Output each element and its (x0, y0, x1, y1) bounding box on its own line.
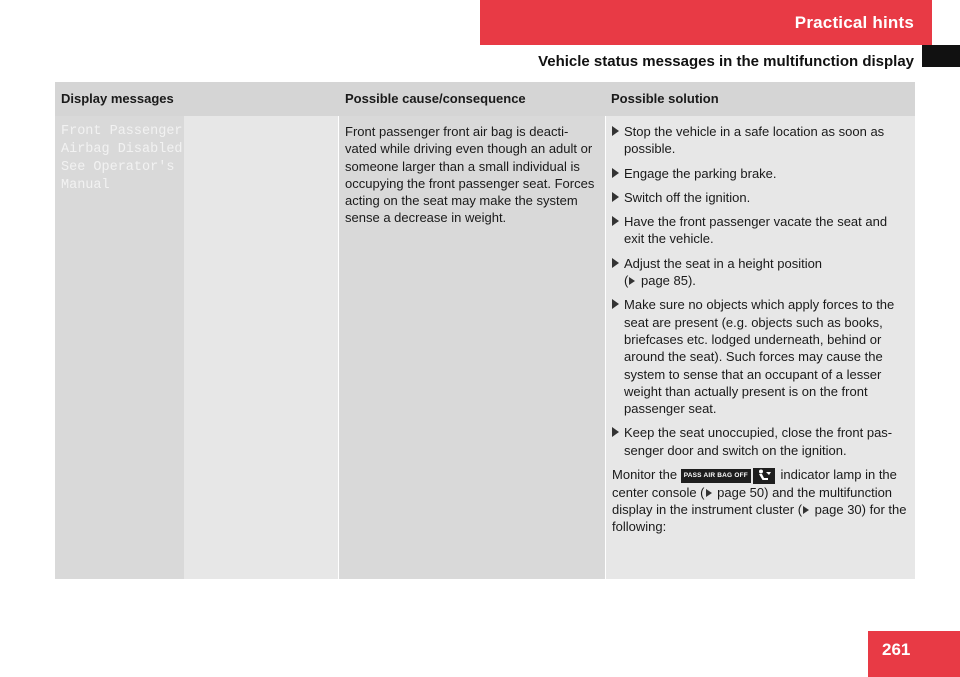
page-subtitle: Vehicle status messages in the multifunction display (538, 53, 914, 70)
header-accent-block (922, 45, 960, 67)
status-message-table (55, 82, 915, 579)
section-title: Practical hints (794, 13, 914, 32)
step-arrow-icon (612, 299, 619, 309)
solution-cell (605, 116, 915, 579)
table-header-row (55, 82, 915, 116)
page-ref-link[interactable]: page 85). (640, 273, 696, 289)
solution-step: Adjust the seat in a height position ( page 85). (612, 255, 909, 290)
solution-step: Make sure no objects which apply forces to the seat are present (e.g. objects such as books, briefcases etc. lodged underneath, behind or around the seat). Such forces may cause the system to sense that an occupant of a lesser weight than actually present is on the front passenger seat. (612, 296, 909, 417)
monitor-note: Monitor the PASS AIR BAG OFF indicator lamp in the center console ( page 50) and the multifunction display in the instrument cluster ( page 30) for the following: (612, 467, 907, 535)
page-ref-link[interactable]: page 50) and the multifunction display in the instrument cluster ( (612, 484, 893, 517)
step-arrow-icon (612, 427, 619, 437)
pass-air-bag-off-badge: PASS AIR BAG OFF (681, 469, 751, 483)
page-ref-link[interactable]: page 30) for the following: (612, 501, 907, 535)
step-arrow-icon (612, 258, 619, 268)
display-message-spacer-cell (184, 116, 338, 579)
solution-step: Keep the seat unoccupied, close the front pas-senger door and switch on the ignition. (612, 424, 909, 459)
cause-text: Front passenger front air bag is deacti-vated while driving even though an adult or someone larger than a small individual is occupying the front passenger seat. Forces acting on the seat may make the system sense a decrease in weight. (345, 124, 595, 226)
step-arrow-icon (612, 126, 619, 136)
step-arrow-icon (612, 216, 619, 226)
passenger-seat-indicator-icon (753, 468, 775, 484)
solution-step: Stop the vehicle in a safe location as soon as possible. (612, 123, 909, 158)
solution-step: Switch off the ignition. (612, 189, 909, 206)
page-ref-arrow-icon (629, 277, 635, 285)
page-ref-arrow-icon (803, 506, 809, 514)
display-message-text: Front Passenger Airbag Disabled See Operator's Manual (61, 124, 183, 193)
solution-step: Have the front passenger vacate the seat and exit the vehicle. (612, 213, 909, 248)
page-number: 261 (868, 631, 960, 677)
step-arrow-icon (612, 192, 619, 202)
page-ref-arrow-icon (706, 489, 712, 497)
column-header-cause: Possible cause/consequence (338, 82, 605, 116)
column-header-solution: Possible solution (605, 82, 915, 116)
table-row (55, 116, 915, 579)
display-message-cell (55, 116, 184, 579)
step-arrow-icon (612, 168, 619, 178)
solution-step: Engage the parking brake. (612, 165, 909, 182)
cause-cell (338, 116, 605, 579)
section-header (480, 0, 932, 45)
column-header-display-messages: Display messages (55, 82, 338, 116)
